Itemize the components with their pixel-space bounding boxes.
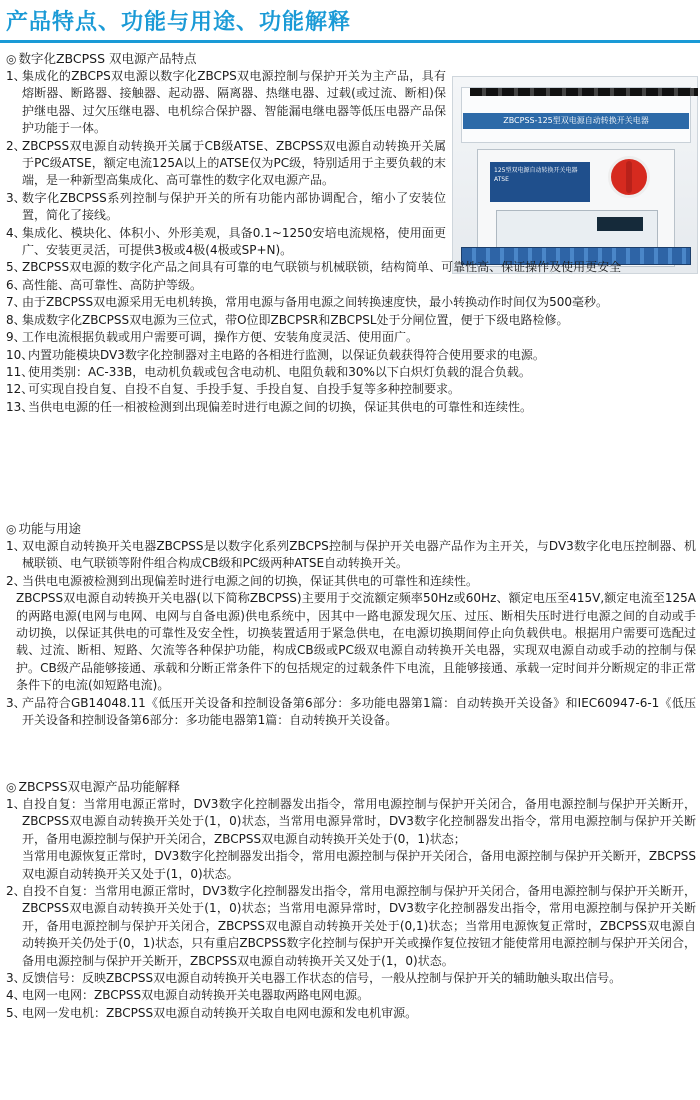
functions-section	[6, 520, 696, 729]
product-label-strip: ZBCPSS-125型双电源自动转换开关电器	[463, 113, 689, 129]
functions-heading-text: 功能与用途	[18, 521, 81, 536]
features-section	[6, 50, 696, 416]
list-item: 6、 高性能、高可靠性、高防护等级。	[6, 277, 203, 292]
list-item: 12、 可实现自投自复、自投不自复、手投手复、手投自复、自投手复等多种控制要求。	[6, 382, 461, 397]
list-item: 5、 电网一发电机：ZBCPSS双电源自动转换开关取自电网电源和发电机审源。	[6, 1005, 418, 1020]
explanation-heading	[6, 778, 696, 796]
circle-bullet-icon: ◎	[6, 780, 17, 794]
functions-paragraph: ZBCPSS双电源自动转换开关电器(以下简称ZBCPSS)主要用于交流额定频率50Hz或60Hz、额定电压至415V,额定电流至125A的两路电源(电网与电网、电网与自备电源)供电系统中，因其中一路电源发现欠压、过压、断相失压时进行电源之间的自动或手动切换，以保证其供电的可靠性及安全性，切换装置适用于紧急供电，在电源切换期间停止向负载供电。根据用户需要可选配过载、过流、断相、短路、欠流等各种保护功能，构成CB级或PC级双电源自动转换开关电器，实现双电源自动或手动的控制与保护。CB级产品能够接通、承载和分断正常条件下的包括规定的过载条件下电流，且能够接通、承载一定时间并分断规定的非正常条件下的电流(如短路电流)。	[16, 591, 696, 693]
title-bar	[0, 0, 700, 43]
list-item: 1、 双电源自动转换开关电器ZBCPSS是以数字化系列ZBCPS控制与保护开关电器产品作为主开关，与DV3数字化电压控制器、机械联锁、电气联锁等附件组合构成CB级和PC级两种ATSE自动转换开关。	[6, 539, 696, 571]
page-title: 产品特点、功能与用途、功能解释	[6, 9, 352, 35]
list-item: 11、 使用类别：AC-33B，电动机负载或包含电动机、电阻负载和30%以下白炽灯负载的混合负载。	[6, 364, 531, 379]
list-item: 8、 集成数字化ZBCPSS双电源为三位式，带O位即ZBCPSR和ZBCPSL处于分闸位置，便于下级电路检修。	[6, 312, 569, 327]
list-item: 10、 内置功能模块DV3数字化控制器对主电路的各相进行监测，以保证负载获得符合使用要求的电源。	[6, 347, 545, 362]
list-item: 3、 产品符合GB14048.11《低压开关设备和控制设备第6部分：多功能电器第1篇：自动转换开关设备》和IEC60947-6-1《低压开关设备和控制设备第6部分：多功能电器第1篇：自动转换开关设备。	[6, 695, 696, 728]
list-item: 7、 由于ZBCPSS双电源采用无电机转换，常用电源与备用电源之间转换速度快，最小转换动作时间仅为500毫秒。	[6, 295, 608, 310]
list-item: 4、 电网一电网：ZBCPSS双电源自动转换开关电器取两路电网电源。	[6, 988, 370, 1003]
list-item: 2、 自投不自复：当常用电源正常时，DV3数字化控制器发出指令，常用电源控制与保护开关闭合，备用电源控制与保护开关断开，ZBCPSS双电源自动转换开关处于(1，0)状态；当常用电源异常时，DV3数字化控制器发出指令，常用电源控制与保护开关断开，备用电源控制与保护开关闭合，ZBCPSS双电源自动转换开关处于(0,1)状态；当常用电源恢复正常时，ZBCPSS双电源自动转换开关仍处于(0，1)状态，只有重启ZBCPSS数字化控制与保护开关或操作复位按钮才能使常用电源控制与保护开关闭合，备用电源控制与保护开关断开，ZBCPSS双电源自动转换开关又处于(1，0)状态。	[6, 884, 696, 968]
list-item-continuation: 当常用电源恢复正常时，DV3数字化控制器发出指令，常用电源控制与保护开关闭合，备用电源控制与保护开关断开，ZBCPSS双电源自动转换开关又处于(1，0)状态。	[22, 849, 696, 881]
circle-bullet-icon: ◎	[6, 522, 17, 536]
features-heading	[6, 50, 696, 68]
list-item: 3、 数字化ZBCPSS系列控制与保护开关的所有功能内部协调配合，缩小了安装位置，简化了接线。	[6, 190, 446, 223]
list-item: 2、 当供电电源被检测到出现偏差时进行电源之间的切换，保证其供电的可靠性和连续性。	[6, 573, 479, 588]
list-item: 3、 反馈信号：反映ZBCPSS双电源自动转换开关电器工作状态的信号，一般从控制与保护开关的辅助触头取出信号。	[6, 971, 622, 986]
product-nameplate: 125型双电源自动转换开关电器 ATSE	[490, 162, 590, 202]
list-item: 5、 ZBCPSS双电源的数字化产品之间具有可靠的电气联锁与机械联锁，结构简单、可靠性高、保证操作及使用更安全	[6, 260, 622, 275]
explanation-heading-text: ZBCPSS双电源产品功能解释	[18, 779, 181, 794]
list-item: 1、 自投自复：当常用电源正常时，DV3数字化控制器发出指令，常用电源控制与保护开关闭合，备用电源控制与保护开关断开，ZBCPSS双电源自动转换开关处于(1，0)状态，当常用电源异常时，DV3数字化控制器发出指令，常用电源控制与保护开关断开，备用电源控制与保护开关闭合，ZBCPSS双电源自动转换开关处于(0，1)状态；	[6, 797, 696, 846]
features-heading-text: 数字化ZBCPSS 双电源产品特点	[18, 51, 197, 66]
list-item: 2、 ZBCPSS双电源自动转换开关属于CB级ATSE、ZBCPSS双电源自动转换开关属于PC级ATSE，额定电流125A以上的ATSE仅为PC级，特别适用于主要负载的末端，是一种新型高集成化、高可靠性的数字化双电源产品。	[6, 138, 446, 188]
list-item: 4、 集成化、模块化、体积小、外形美观，具备0.1~1250安培电流规格，使用面更广、安装更灵活，可提供3极或4极(4极或SP+N)。	[6, 225, 446, 258]
functions-heading	[6, 520, 696, 538]
list-item: 1、 集成化的ZBCPS双电源以数字化ZBCPS双电源控制与保护开关为主产品，具有熔断器、断路器、接触器、起动器、隔离器、热继电器、过载(或过流、断相)保护继电器、过欠压继电器、电机综合保护器、智能漏电继电器等低压电器产品保护功能于一体。	[6, 69, 446, 136]
list-item: 9、 工作电流根据负载或用户需要可调，操作方便、安装角度灵活、使用面广。	[6, 330, 419, 345]
explanation-section	[6, 778, 696, 1022]
list-item: 13、 当供电电源的任一相被检测到出现偏差时进行电源之间的切换，保证其供电的可靠性和连续性。	[6, 399, 533, 414]
circle-bullet-icon: ◎	[6, 52, 17, 66]
